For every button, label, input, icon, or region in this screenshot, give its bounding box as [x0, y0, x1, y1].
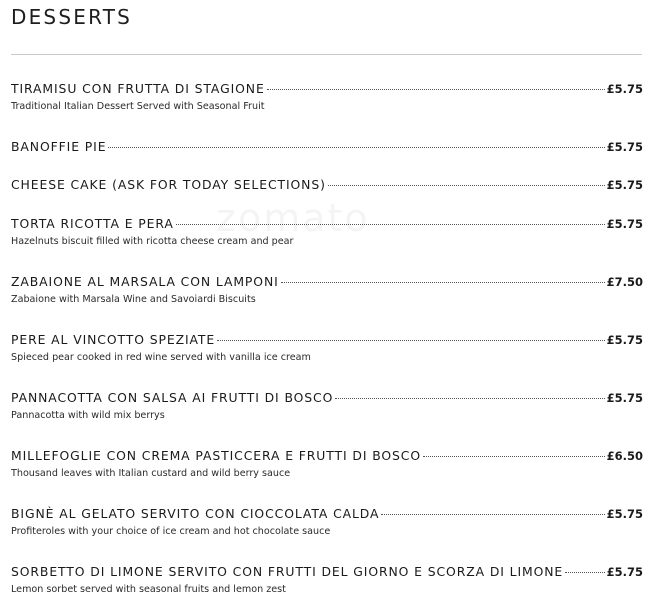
dot-leader: [176, 224, 605, 225]
dot-leader: [335, 398, 604, 399]
dot-leader: [217, 340, 604, 341]
item-description: Hazelnuts biscuit filled with ricotta cheese cream and pear: [11, 236, 294, 247]
item-price: £5.75: [606, 140, 643, 154]
dot-leader: [267, 89, 605, 90]
item-name: CHEESE CAKE (ASK FOR TODAY SELECTIONS): [11, 177, 326, 192]
item-description: Lemon sorbet served with seasonal fruits and lemon zest: [11, 584, 286, 595]
menu-item: [11, 216, 643, 247]
menu-item: [11, 81, 643, 112]
menu-item: [11, 332, 643, 363]
item-price: £5.75: [606, 333, 643, 347]
dot-leader: [328, 185, 605, 186]
dot-leader: [381, 514, 604, 515]
dot-leader: [108, 147, 604, 148]
dot-leader: [423, 456, 605, 457]
item-description: Zabaione with Marsala Wine and Savoiardi Biscuits: [11, 294, 256, 305]
item-description: Profiteroles with your choice of ice cream and hot chocolate sauce: [11, 526, 331, 537]
item-description: Spieced pear cooked in red wine served with vanilla ice cream: [11, 352, 311, 363]
item-price: £5.75: [606, 217, 643, 231]
item-name: MILLEFOGLIE CON CREMA PASTICCERA E FRUTTI DI BOSCO: [11, 448, 422, 463]
menu-item: [11, 274, 643, 305]
item-name: ZABAIONE AL MARSALA CON LAMPONI: [11, 274, 279, 289]
item-price: £5.75: [606, 82, 643, 96]
item-price: £5.75: [606, 565, 643, 579]
item-name: BANOFFIE PIE: [11, 139, 107, 154]
menu-item: [11, 506, 643, 537]
title-divider: [11, 54, 642, 55]
dot-leader: [565, 572, 604, 573]
item-description: Thousand leaves with Italian custard and wild berry sauce: [11, 468, 291, 479]
item-name: PERE AL VINCOTTO SPEZIATE: [11, 332, 216, 347]
menu-item: [11, 448, 643, 479]
item-price: £5.75: [606, 391, 643, 405]
menu-item: [11, 139, 643, 155]
menu-item: [11, 177, 643, 193]
section-title: DESSERTS: [11, 5, 133, 29]
item-price: £6.50: [606, 449, 643, 463]
item-price: £7.50: [606, 275, 643, 289]
item-price: £5.75: [606, 507, 643, 521]
item-name: SORBETTO DI LIMONE SERVITO CON FRUTTI DEL GIORNO E SCORZA DI LIMONE: [11, 564, 564, 579]
menu-item: [11, 390, 643, 421]
item-name: BIGNÈ AL GELATO SERVITO CON CIOCCOLATA CALDA: [11, 506, 380, 521]
item-price: £5.75: [606, 178, 643, 192]
item-name: TORTA RICOTTA E PERA: [11, 216, 174, 231]
item-name: PANNACOTTA CON SALSA AI FRUTTI DI BOSCO: [11, 390, 334, 405]
menu-item: [11, 564, 643, 595]
item-name: TIRAMISU CON FRUTTA DI STAGIONE: [11, 81, 265, 96]
dot-leader: [281, 282, 605, 283]
item-description: Traditional Italian Dessert Served with Seasonal Fruit: [11, 101, 265, 112]
item-description: Pannacotta with wild mix berrys: [11, 410, 165, 421]
